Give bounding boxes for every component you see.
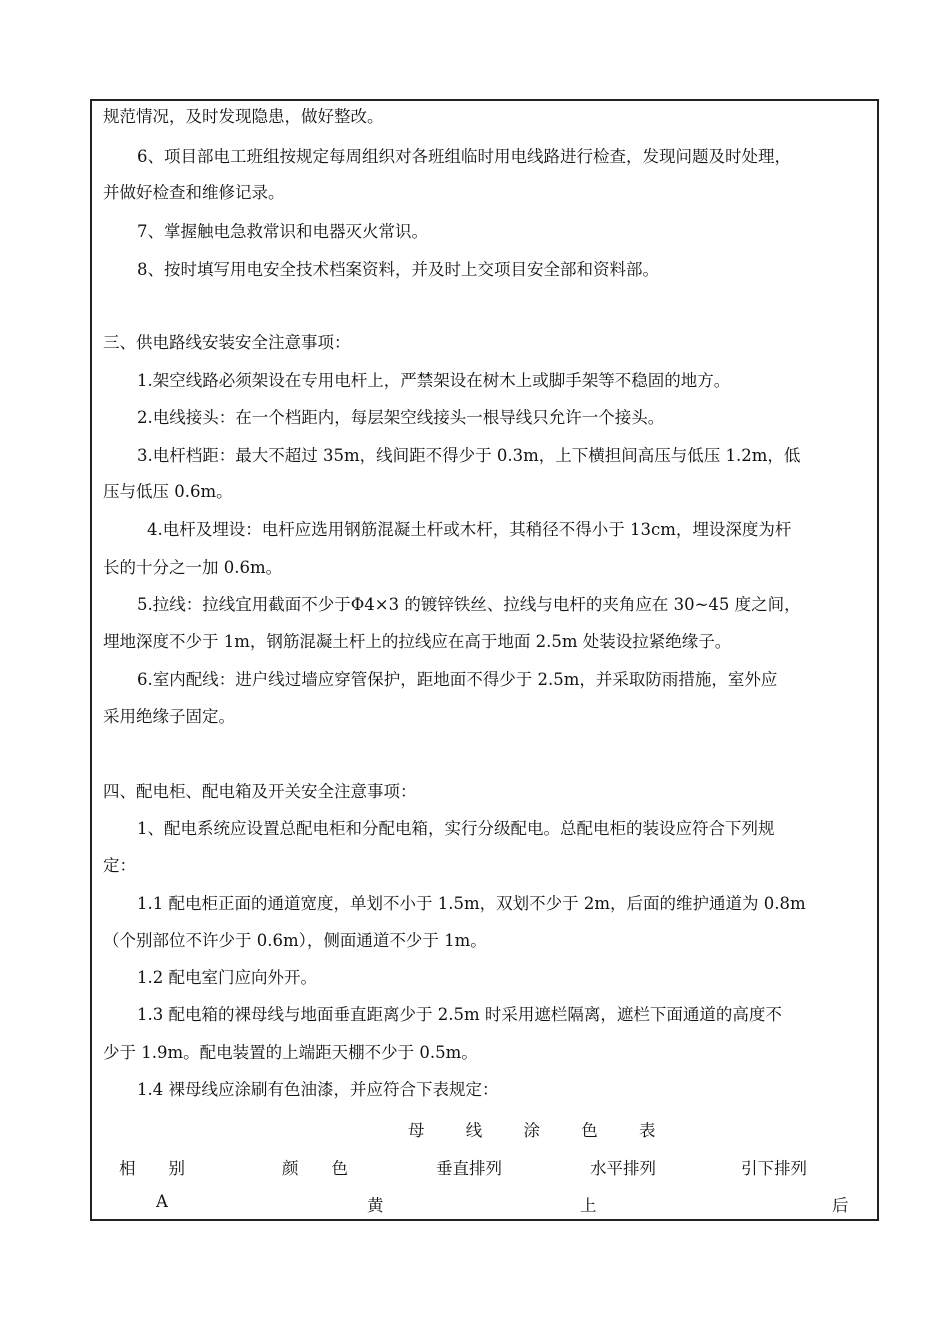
text-line: 8、按时填写用电安全技术档案资料，并及时上交项目安全部和资料部。 — [137, 260, 659, 279]
text-line: （个别部位不许少于 0.6m），侧面通道不少于 1m。 — [103, 931, 487, 950]
text-line: 规范情况，及时发现隐患，做好整改。 — [103, 107, 384, 126]
table-title-char: 色 — [581, 1121, 598, 1140]
table-header: 水平排列 — [590, 1159, 656, 1178]
table-cell: A — [156, 1192, 168, 1211]
text-line: 1.2 配电室门应向外开。 — [137, 968, 317, 987]
text-line: 6.室内配线：进户线过墙应穿管保护，距地面不得少于 2.5m，并采取防雨措施，室外应 — [137, 670, 778, 689]
table-title — [408, 1117, 692, 1141]
text-line: 2.电线接头：在一个档距内，每层架空线接头一根导线只允许一个接头。 — [137, 408, 665, 427]
table-cell: 黄 — [367, 1196, 384, 1215]
text-line: 定： — [103, 856, 136, 875]
table-title-char: 表 — [639, 1121, 656, 1140]
text-line: 采用绝缘子固定。 — [103, 707, 235, 726]
table-header: 相 别 — [119, 1159, 185, 1178]
text-line: 少于 1.9m。配电装置的上端距天棚不少于 0.5m。 — [103, 1043, 478, 1062]
table-header: 引下排列 — [741, 1159, 807, 1178]
table-cell: 上 — [580, 1196, 597, 1215]
text-line: 长的十分之一加 0.6m。 — [103, 558, 283, 577]
text-line: 6、项目部电工班组按规定每周组织对各班组临时用电线路进行检查，发现问题及时处理， — [137, 147, 791, 166]
text-line: 埋地深度不少于 1m，钢筋混凝土杆上的拉线应在高于地面 2.5m 处装设拉紧绝缘子。 — [103, 632, 732, 651]
table-title-char: 线 — [465, 1121, 483, 1140]
text-line: 5.拉线：拉线宜用截面不少于Φ4×3 的镀锌铁丝、拉线与电杆的夹角应在 30~45 度之间， — [137, 595, 801, 614]
text-line: 压与低压 0.6m。 — [103, 482, 233, 501]
table-title-char: 母 — [408, 1121, 425, 1140]
text-line: 1.1 配电柜正面的通道宽度，单划不小于 1.5m，双划不少于 2m，后面的维护通道为 0.8m — [137, 894, 806, 913]
table-header: 垂直排列 — [436, 1159, 502, 1178]
text-line: 1.4 裸母线应涂刷有色油漆，并应符合下表规定： — [137, 1080, 499, 1099]
text-line: 并做好检查和维修记录。 — [103, 183, 285, 202]
text-line: 4.电杆及埋设：电杆应选用钢筋混凝土杆或木杆，其稍径不得小于 13cm，埋设深度为杆 — [147, 520, 792, 539]
table-title-char: 涂 — [523, 1121, 540, 1140]
table-cell: 后 — [832, 1196, 849, 1215]
section-heading: 三、供电路线安装安全注意事项： — [103, 333, 351, 352]
text-line: 1、配电系统应设置总配电柜和分配电箱，实行分级配电。总配电柜的装设应符合下列规 — [137, 819, 775, 838]
text-line: 3.电杆档距：最大不超过 35m，线间距不得少于 0.3m，上下横担间高压与低压 1.2m，低 — [137, 446, 801, 465]
table-header: 颜 色 — [282, 1159, 348, 1178]
text-line: 1.3 配电箱的裸母线与地面垂直距离少于 2.5m 时采用遮栏隔离，遮栏下面通道的高度不 — [137, 1005, 782, 1024]
section-heading: 四、配电柜、配电箱及开关安全注意事项： — [103, 782, 417, 801]
text-line: 7、掌握触电急救常识和电器灭火常识。 — [137, 222, 428, 241]
text-line: 1.架空线路必须架设在专用电杆上，严禁架设在树木上或脚手架等不稳固的地方。 — [137, 371, 731, 390]
